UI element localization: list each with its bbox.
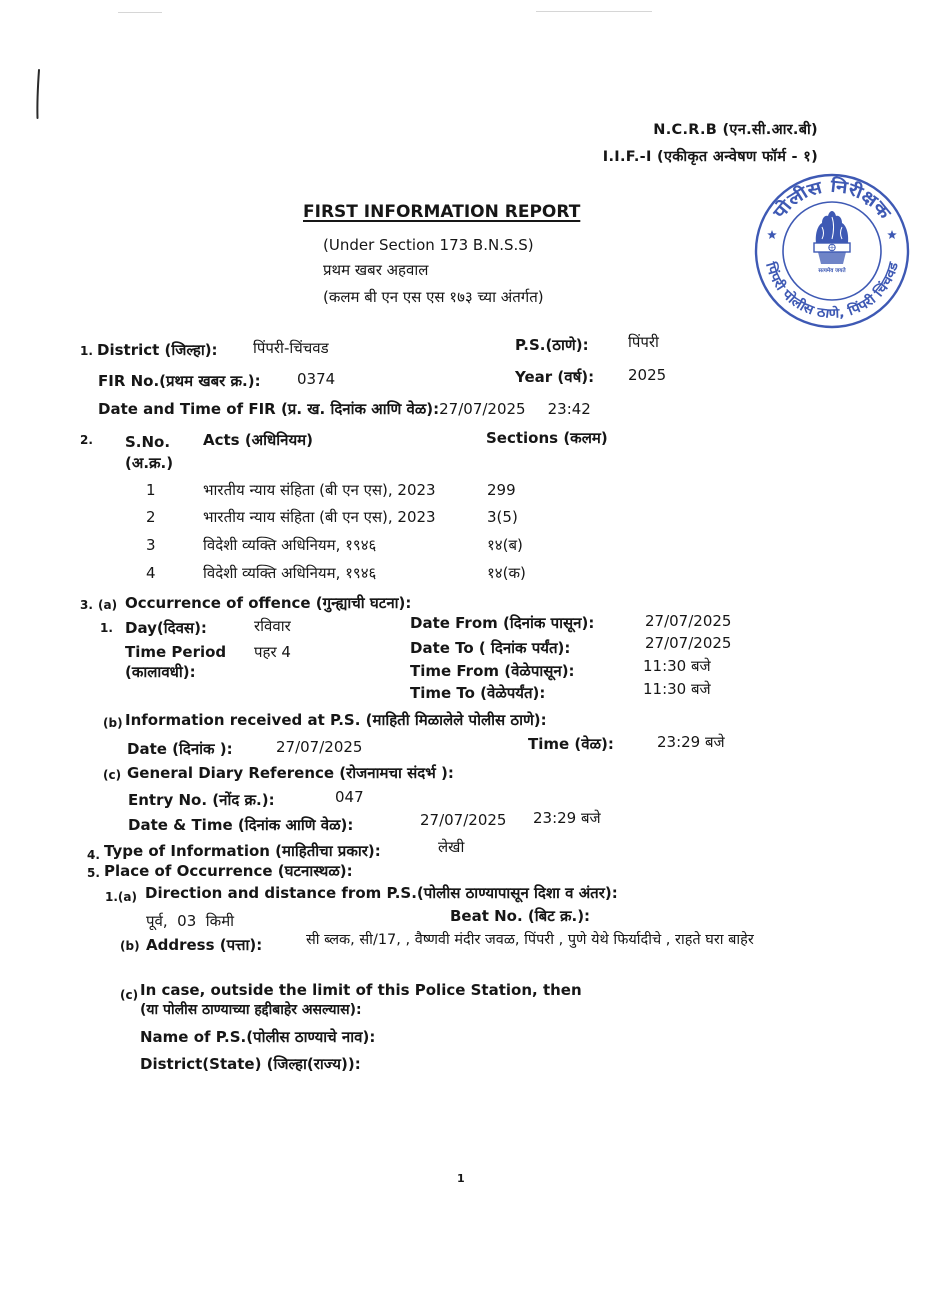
stamp-motto: सत्यमेव जयते	[818, 268, 846, 274]
section-number: 4.	[87, 848, 100, 862]
page-subtitle-marathi: (कलम बी एन एस एस १७३ च्या अंतर्गत)	[323, 288, 544, 306]
address-value: सी ब्लक, सी/17, , वैष्णवी मंदीर जवळ, पिंपरी , पुणे येथे फिर्यादीचे , राहते घरा बाहेर	[306, 932, 754, 948]
date-to-label: Date To ( दिनांक पर्यंत):	[410, 639, 571, 657]
stamp-bottom-text: पिंपरी पोलीस ठाणे, पिंपरी चिंचवड	[762, 260, 902, 322]
day-value: रविवार	[254, 617, 291, 635]
info-received-heading: Information received at P.S. (माहिती मिळालेले पोलीस ठाणे):	[125, 711, 547, 729]
occurrence-heading: Occurrence of offence (गुन्ह्याची घटना):	[125, 594, 412, 612]
table-row	[0, 564, 950, 582]
time-period-label-marathi: (कालावधी):	[125, 663, 196, 681]
section-number: 5.	[87, 866, 100, 880]
info-date-value: 27/07/2025	[276, 738, 363, 756]
time-from-value: 11:30 बजे	[643, 657, 711, 675]
other-ps-name-label: Name of P.S.(पोलीस ठाण्याचे नाव):	[140, 1028, 376, 1046]
outside-limit-heading: In case, outside the limit of this Police Station, then	[140, 981, 582, 999]
police-station-label: P.S.(ठाणे):	[515, 336, 589, 354]
row-sno: 1	[146, 481, 156, 499]
fir-number-value: 0374	[297, 370, 336, 388]
direction-distance-value: पूर्व, 03 किमी	[146, 912, 235, 930]
district-label: District (जिल्हा):	[97, 341, 218, 359]
table-row	[0, 536, 950, 554]
police-station-value: पिंपरी	[628, 333, 659, 351]
page-title: FIRST INFORMATION REPORT	[303, 202, 581, 222]
row-section: १४(क)	[487, 564, 526, 582]
row-sno: 2	[146, 508, 156, 526]
row-section: 3(5)	[487, 508, 518, 526]
entry-number-label: Entry No. (नोंद क्र.):	[128, 791, 275, 809]
page-subtitle: (Under Section 173 B.N.S.S)	[323, 236, 534, 254]
subsection-marker: (c)	[120, 988, 139, 1002]
police-inspector-stamp	[752, 171, 912, 331]
page-title-marathi: प्रथम खबर अहवाल	[323, 261, 429, 279]
entry-number-value: 047	[335, 788, 364, 806]
ashoka-emblem-icon	[814, 211, 850, 264]
pen-mark	[30, 68, 46, 122]
info-date-label: Date (दिनांक ):	[127, 740, 233, 758]
row-sno: 3	[146, 536, 156, 554]
time-from-label: Time From (वेळेपासून):	[410, 662, 575, 680]
row-act: विदेशी व्यक्ति अधिनियम, १९४६	[203, 536, 377, 554]
direction-distance-label: Direction and distance from P.S.(पोलीस ठाण्यापासून दिशा व अंतर):	[145, 884, 618, 902]
subsection-marker: (b)	[103, 716, 123, 730]
date-from-label: Date From (दिनांक पासून):	[410, 614, 595, 632]
info-time-value: 23:29 बजे	[657, 733, 725, 751]
table-row	[0, 508, 950, 526]
general-diary-heading: General Diary Reference (रोजनामचा संदर्भ ):	[127, 764, 454, 782]
subsection-marker: (b)	[120, 939, 140, 953]
information-type-label: Type of Information (माहितीचा प्रकार):	[104, 842, 381, 860]
iif-form-label: I.I.F.-I (एकीकृत अन्वेषण फॉर्म - १)	[602, 149, 818, 165]
year-label: Year (वर्ष):	[515, 368, 595, 386]
ncrb-label: N.C.R.B (एन.सी.आर.बी)	[653, 122, 818, 138]
star-icon	[767, 230, 777, 239]
other-district-state-label: District(State) (जिल्हा(राज्य)):	[140, 1055, 361, 1073]
fir-datetime-row	[98, 400, 591, 418]
column-header-sno: S.No.	[125, 433, 171, 451]
time-period-label: Time Period	[125, 643, 227, 661]
date-from-value: 27/07/2025	[645, 612, 732, 630]
time-to-value: 11:30 बजे	[643, 680, 711, 698]
scan-artifact	[118, 12, 162, 13]
subsection-marker: 1.(a)	[105, 890, 137, 904]
subsection-number: 1.	[100, 621, 113, 635]
year-value: 2025	[628, 366, 667, 384]
day-label: Day(दिवस):	[125, 619, 207, 637]
section-number: 2.	[80, 433, 93, 447]
row-act: भारतीय न्याय संहिता (बी एन एस), 2023	[203, 481, 436, 499]
fir-time-value: 23:42	[547, 400, 591, 418]
column-header-acts: Acts (अधिनियम)	[203, 431, 313, 449]
district-value: पिंपरी-चिंचवड	[253, 339, 329, 357]
gd-time-value: 23:29 बजे	[533, 809, 601, 827]
time-to-label: Time To (वेळेपर्यंत):	[410, 684, 546, 702]
time-period-value: पहर 4	[254, 643, 291, 661]
column-header-sno-marathi: (अ.क्र.)	[125, 454, 174, 472]
table-row	[0, 481, 950, 499]
place-of-occurrence-heading: Place of Occurrence (घटनास्थळ):	[104, 862, 353, 880]
date-to-value: 27/07/2025	[645, 634, 732, 652]
fir-number-label: FIR No.(प्रथम खबर क्र.):	[98, 372, 261, 390]
fir-datetime-label: Date and Time of FIR (प्र. ख. दिनांक आणि वेळ):	[98, 400, 440, 418]
fir-date-value: 27/07/2025	[439, 400, 526, 418]
address-label: Address (पत्ता):	[146, 936, 263, 954]
info-time-label: Time (वेळ):	[528, 735, 614, 753]
row-section: 299	[487, 481, 516, 499]
subsection-marker: (a)	[98, 598, 118, 612]
column-header-sections: Sections (कलम)	[486, 429, 608, 447]
star-icon	[887, 230, 897, 239]
gd-datetime-label: Date & Time (दिनांक आणि वेळ):	[128, 816, 354, 834]
gd-date-value: 27/07/2025	[420, 811, 507, 829]
page-number: 1	[457, 1172, 465, 1185]
row-act: भारतीय न्याय संहिता (बी एन एस), 2023	[203, 508, 436, 526]
row-section: १४(ब)	[487, 536, 523, 554]
row-act: विदेशी व्यक्ति अधिनियम, १९४६	[203, 564, 377, 582]
subsection-marker: (c)	[103, 768, 122, 782]
scan-artifact	[536, 11, 652, 12]
row-sno: 4	[146, 564, 156, 582]
information-type-value: लेखी	[438, 838, 465, 856]
stamp-top-text: पोलीस निरीक्षक	[769, 176, 893, 223]
outside-limit-heading-marathi: (या पोलीस ठाण्याच्या हद्दीबाहेर असल्यास):	[140, 1002, 362, 1018]
section-number: 1.	[80, 344, 93, 358]
section-number: 3.	[80, 598, 93, 612]
beat-number-label: Beat No. (बिट क्र.):	[450, 907, 591, 925]
